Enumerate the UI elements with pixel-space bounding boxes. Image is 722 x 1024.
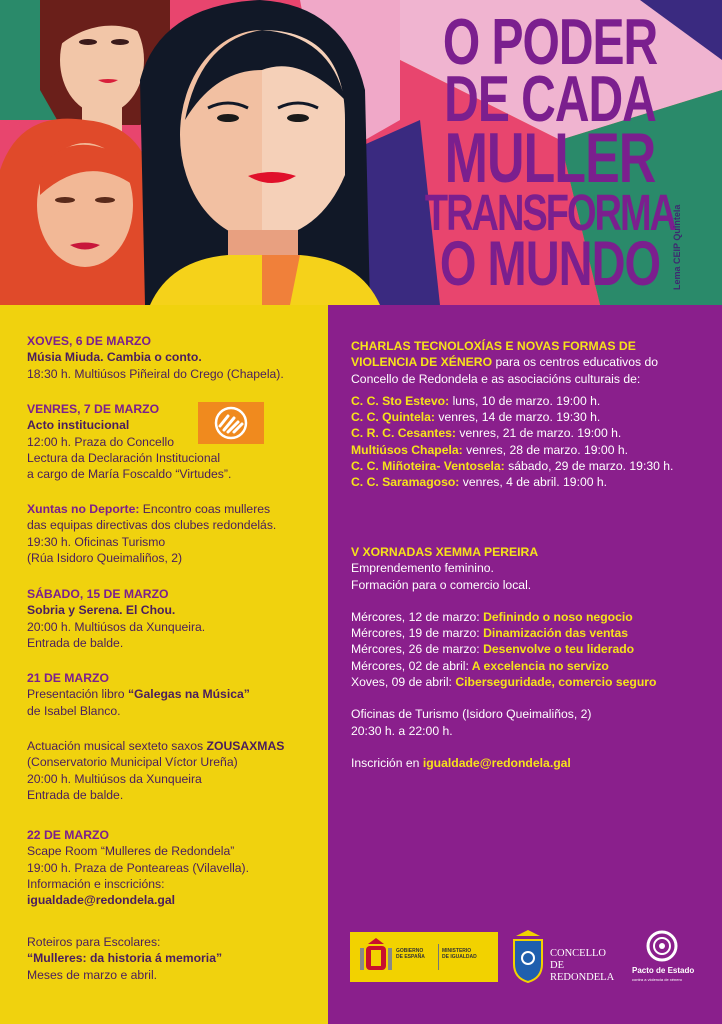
charlas-place: Multiúsos Chapela: — [351, 442, 463, 457]
event-detail: 19:00 h. Praza de Ponteareas (Vilavella). — [27, 860, 249, 875]
event-date: XOVES, 6 DE MARZO — [27, 334, 151, 348]
event-21-march-concert — [27, 738, 284, 803]
sponsor-logos — [328, 920, 722, 1000]
event-detail: Información e inscricións: — [27, 876, 165, 891]
session-date: Mércores, 26 de marzo: — [351, 642, 480, 657]
charlas-when: venres, 28 de marzo. 19:00 h. — [462, 442, 629, 457]
pacto-circle-icon — [642, 928, 682, 964]
event-detail: a cargo de María Foscaldo “Virtudes”. — [27, 467, 232, 482]
charlas-when: sábado, 29 de marzo. 19:30 h. — [504, 459, 674, 474]
left-column — [0, 305, 328, 1024]
concello-line-1: CONCELLO DE — [550, 948, 606, 971]
charlas-place: C. C. Miñoteira- Ventosela: — [351, 459, 505, 474]
charlas-place: C. C. Saramagoso: — [351, 475, 460, 490]
charlas-when: venres, 4 de abril. 19:00 h. — [459, 475, 608, 490]
charlas-place: C. C. Quintela: — [351, 410, 435, 425]
event-detail: Meses de marzo e abril. — [27, 967, 158, 982]
charlas-title-line-2 — [351, 354, 673, 370]
session-item — [351, 625, 657, 641]
event-xuntas-deporte — [27, 501, 276, 566]
event-detail: (Rúa Isidoro Queimaliños, 2) — [27, 550, 183, 565]
event-date: 22 DE MARZO — [27, 828, 109, 842]
session-date: Mércores, 12 de marzo: — [351, 609, 480, 624]
concello-shield-icon — [510, 928, 546, 984]
event-title-line — [27, 738, 284, 754]
session-topic: Ciberseguridade, comercio seguro — [451, 675, 657, 690]
gobierno-text — [396, 948, 425, 960]
event-detail: Entrada de balde. — [27, 635, 124, 650]
session-topic: Dinamización das ventas — [479, 626, 629, 641]
xornadas-line: Emprendemento feminino. — [351, 561, 494, 576]
xornadas-section — [351, 544, 657, 771]
min-line-1: MINISTERIO — [442, 948, 472, 954]
book-title: “Galegas na Música” — [127, 687, 250, 702]
charlas-when: venres, 21 de marzo. 19:00 h. — [455, 426, 622, 441]
pacto-subtitle: contra a violencia de xénero — [632, 977, 683, 982]
event-detail: 20:00 h. Multiúsos da Xunqueira. — [27, 619, 206, 634]
event-detail: 12:00 h. Praza do Concello — [27, 434, 175, 449]
event-pre: Presentación libro — [27, 687, 128, 702]
session-item — [351, 674, 657, 690]
event-title-rest: Encontro coas mulleres — [139, 502, 271, 516]
session-topic: Definindo o noso negocio — [479, 609, 633, 624]
event-title: Sobria y Serena. El Chou. — [27, 603, 176, 618]
event-roteiros — [27, 934, 222, 983]
email-link[interactable]: igualdade@redondela.gal — [27, 893, 176, 908]
charlas-when: venres, 14 de marzo. 19:30 h. — [434, 410, 601, 425]
coat-of-arms-icon — [356, 934, 396, 984]
venue: Oficinas de Turismo (Isidoro Queimaliños, 2) — [351, 707, 592, 722]
xornadas-line: Formación para o comercio local. — [351, 577, 532, 592]
headline-line-3: MULLER — [444, 120, 656, 199]
gobierno-logo — [350, 932, 498, 982]
event-title-line — [27, 686, 250, 702]
event-detail: (Conservatorio Municipal Víctor Ureña) — [27, 755, 238, 770]
charlas-place: C. R. C. Cesantes: — [351, 426, 456, 441]
event-date: VENRES, 7 DE MARZO — [27, 402, 160, 416]
event-detail: Lectura da Declaración Institucional — [27, 450, 221, 465]
illustration-credit: Lema CEIP Quintela — [672, 204, 682, 290]
event-date: SÁBADO, 15 DE MARZO — [27, 587, 169, 601]
right-column — [328, 305, 722, 1024]
session-topic: A excelencia no servizo — [468, 658, 609, 673]
session-date: Xoves, 09 de abril: — [351, 675, 452, 690]
pacto-title: Pacto de Estado — [632, 966, 695, 975]
headline-line-2: DE CADA — [444, 64, 656, 136]
charlas-item — [351, 393, 673, 409]
event-title: Scape Room “Mulleres de Redondela” — [27, 844, 235, 859]
event-subtitle: “Mulleres: da historia á memoria” — [27, 951, 223, 966]
event-detail: de Isabel Blanco. — [27, 703, 121, 718]
event-6-march — [27, 333, 284, 382]
xornadas-title: V XORNADAS XEMMA PEREIRA — [351, 545, 539, 559]
event-detail: 19:30 h. Oficinas Turismo — [27, 534, 166, 549]
session-date: Mércores, 02 de abril: — [351, 658, 469, 673]
inscription-pre: Inscrición en — [351, 755, 423, 770]
hero-illustration — [0, 0, 722, 305]
event-22-march — [27, 827, 249, 908]
charlas-item — [351, 458, 673, 474]
headline-line-1: O PODER — [442, 7, 658, 79]
charlas-item — [351, 425, 673, 441]
headline-line-5: O MUNDO — [439, 227, 661, 299]
event-title: Acto institucional — [27, 418, 130, 433]
charlas-place: C. C. Sto Estevo: — [351, 393, 450, 408]
concello-text — [550, 948, 614, 984]
charlas-title-2: VIOLENCIA DE XÉNERO — [351, 355, 493, 370]
group-name: ZOUSAXMAS — [206, 739, 285, 753]
gob-line-1: GOBIERNO — [396, 948, 424, 954]
charlas-section — [351, 338, 673, 491]
charlas-title-rest: para os centros educativos do — [492, 355, 659, 370]
event-date: 21 DE MARZO — [27, 671, 109, 685]
event-15-march — [27, 586, 205, 651]
session-topic: Desenvolve o teu liderado — [479, 642, 635, 657]
session-item — [351, 641, 657, 657]
event-detail: 18:30 h. Multiúsos Piñeiral do Crego (Chapela). — [27, 366, 284, 381]
pacto-logo — [624, 928, 704, 988]
event-title: Roteiros para Escolares: — [27, 935, 161, 949]
min-line-2: DE IGUALDAD — [442, 954, 477, 960]
charlas-item — [351, 409, 673, 425]
concello-logo — [510, 928, 615, 988]
gob-line-2: DE ESPAÑA — [396, 954, 425, 960]
event-detail: Entrada de balde. — [27, 787, 124, 802]
concello-line-2: REDONDELA — [550, 972, 615, 983]
venue-hours: 20:30 h. a 22:00 h. — [351, 723, 453, 738]
headline — [405, 7, 695, 299]
headline-line-4: TRANSFORMA — [424, 185, 676, 243]
event-title-line — [27, 501, 276, 517]
accessibility-hands-icon — [198, 402, 264, 444]
charlas-item — [351, 442, 673, 458]
event-pre: Actuación musical sexteto saxos — [27, 739, 207, 753]
session-item — [351, 609, 657, 625]
charlas-intro: Concello de Redondela e as asociacións culturais de: — [351, 371, 641, 386]
ministerio-text — [442, 948, 477, 960]
inscription-email[interactable]: igualdade@redondela.gal — [422, 755, 571, 770]
event-21-march-book — [27, 670, 250, 719]
logo-divider — [438, 944, 439, 970]
charlas-item — [351, 474, 673, 490]
event-detail: 20:00 h. Multiúsos da Xunqueira — [27, 771, 202, 786]
session-date: Mércores, 19 de marzo: — [351, 626, 480, 641]
session-item — [351, 658, 657, 674]
charlas-when: luns, 10 de marzo. 19:00 h. — [449, 393, 601, 408]
charlas-title: CHARLAS TECNOLOXÍAS E NOVAS FORMAS DE — [351, 339, 636, 353]
event-detail: das equipas directivas dos clubes redondelás. — [27, 518, 277, 533]
inscription-line — [351, 755, 657, 771]
event-title: Xuntas no Deporte: — [27, 502, 140, 516]
event-title: Músia Miuda. Cambia o conto. — [27, 350, 202, 365]
